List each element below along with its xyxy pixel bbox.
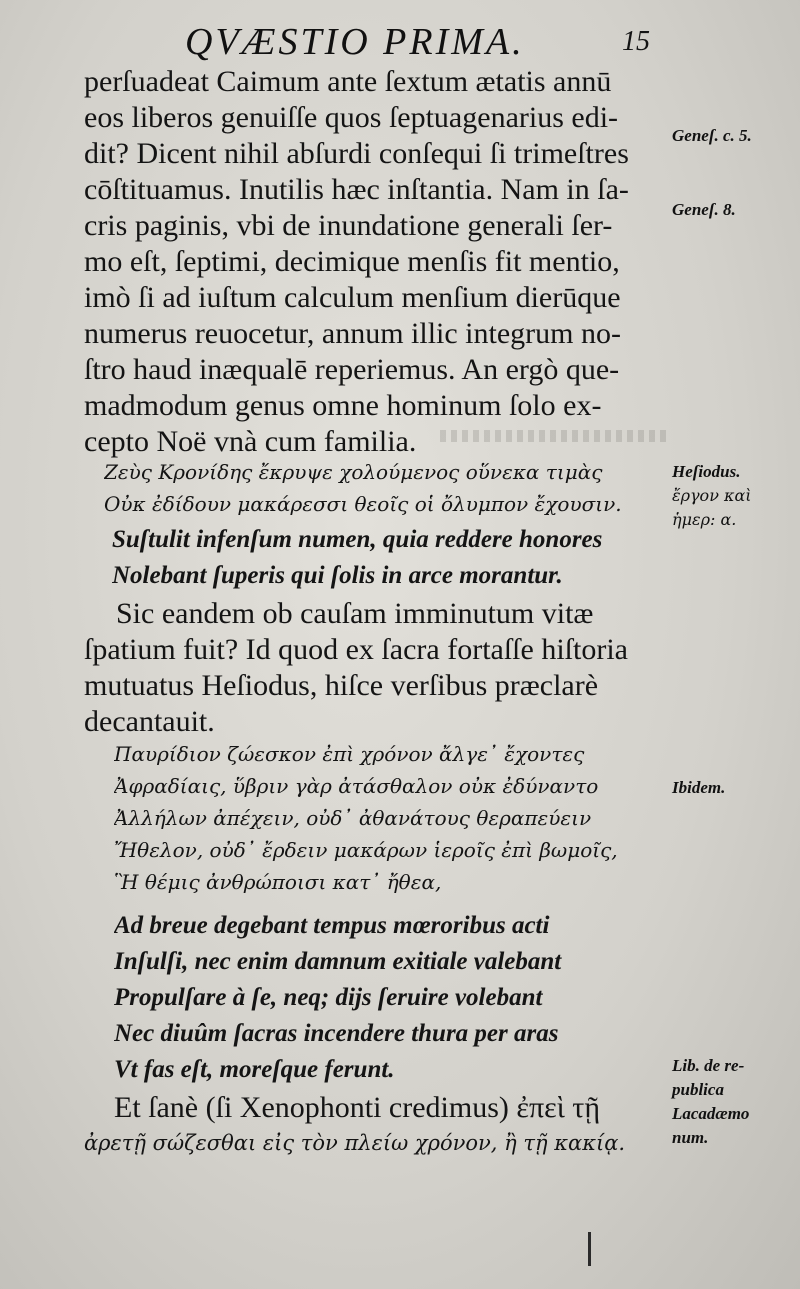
text-line: Et ſanè (ſi Xenophonti credimus) ἐπεὶ τῇ <box>114 1091 601 1124</box>
greek-quote-1 <box>104 456 664 520</box>
greek-line: Ζεὺς Κρονίδης ἔκρυψε χολούμενος οὕνεκα τιμὰς <box>104 460 603 484</box>
text-line: perſuadeat Caimum ante ſextum ætatis annū <box>84 65 612 98</box>
greek-line: Ἀλλήλων ἀπέχειν, οὐδ᾽ ἀθανάτους θεραπεύειν <box>114 806 592 830</box>
verse-line: Nec diuûm ſacras incendere thura per aras <box>114 1020 559 1047</box>
greek-line: Οὐκ ἐδίδουν μακάρεσσι θεοῖς οἱ ὄλυμπον ἔχουσιν. <box>104 492 622 516</box>
greek-line: Ἀφραδίαις, ὕβριν γὰρ ἀτάσθαλον οὐκ ἐδύναντο <box>114 774 599 798</box>
verse-line: Propulſare à ſe, neq; dijs ſeruire volebant <box>114 984 543 1011</box>
margin-line: num. <box>672 1128 709 1147</box>
margin-line: Lacadæmo <box>672 1104 750 1123</box>
margin-note-hesiod <box>672 460 792 532</box>
paragraph-2 <box>84 596 664 740</box>
text-line: cris paginis, vbi de inundatione generali ſer- <box>84 209 613 242</box>
text-line: mo eſt, ſeptimi, decimique menſis fit mentio, <box>84 245 620 278</box>
text-line: cōſtituamus. Inutilis hæc inſtantia. Nam in ſa- <box>84 173 629 206</box>
running-header: QVÆSTIO PRIMA. <box>185 21 525 63</box>
verse-line: Nolebant ſuperis qui ſolis in arce morantur. <box>112 562 563 589</box>
margin-note-xenophon <box>672 1054 792 1150</box>
text-line: eos liberos genuiſſe quos ſeptuagenarius edi- <box>84 101 619 134</box>
text-line: madmodum genus omne hominum ſolo ex- <box>84 389 602 422</box>
margin-line: publica <box>672 1080 724 1099</box>
margin-line: Heſiodus. <box>672 462 741 481</box>
greek-line: Ἤθελον, οὐδ᾽ ἔρδειν μακάρων ἱεροῖς ἐπὶ βωμοῖς, <box>114 838 618 862</box>
margin-note-genesis-5: Geneſ. c. 5. <box>672 126 752 145</box>
text-line: numerus reuocetur, annum illic integrum no- <box>84 317 621 350</box>
verse-line: Inſulſi, nec enim damnum exitiale valebant <box>114 948 562 975</box>
paragraph-3 <box>84 1090 664 1160</box>
margin-note-genesis-8: Geneſ. 8. <box>672 200 736 219</box>
verse-line: Ad breue degebant tempus mœroribus acti <box>114 912 550 939</box>
ink-mark <box>588 1232 591 1266</box>
margin-line: ἡμερ: α. <box>672 510 737 529</box>
verse-line: Vt fas eſt, moreſque ferunt. <box>114 1056 395 1083</box>
text-line: decantauit. <box>84 705 215 738</box>
text-line: ſtro haud inæqualē reperiemus. An ergò que- <box>84 353 620 386</box>
text-line: Sic eandem ob cauſam imminutum vitæ <box>116 597 594 630</box>
text-line: mutuatus Heſiodus, hiſce verſibus præclarè <box>84 669 599 702</box>
text-line: ſpatium fuit? Id quod ex ſacra fortaſſe hiſtoria <box>84 633 628 666</box>
margin-note-ibidem: Ibidem. <box>672 778 726 797</box>
margin-line: ἔργον καὶ <box>672 486 752 505</box>
margin-line: Lib. de re- <box>672 1056 745 1075</box>
greek-line: Ἣ θέμις ἀνθρώποισι κατ᾽ ἤθεα, <box>114 870 442 894</box>
greek-line: Παυρίδιον ζώεσκον ἐπὶ χρόνον ἄλγε᾽ ἔχοντες <box>114 742 585 766</box>
latin-verse-1 <box>112 522 664 594</box>
paragraph-1 <box>84 64 664 460</box>
verse-line: Suſtulit infenſum numen, quia reddere honores <box>112 526 603 553</box>
greek-line: ἀρετῇ σώζεσθαι εἰς τὸν πλείω χρόνον, ἢ τῇ κακίᾳ. <box>84 1131 626 1155</box>
show-through-smudge <box>440 430 670 442</box>
latin-verse-2 <box>114 908 664 1088</box>
page-number: 15 <box>622 26 650 57</box>
text-line: cepto Noë vnà cum familia. <box>84 425 417 458</box>
text-line: imò ſi ad iuſtum calculum menſium dierūque <box>84 281 621 314</box>
text-line: dit? Dicent nihil abſurdi conſequi ſi trimeſtres <box>84 137 629 170</box>
greek-quote-2 <box>114 738 664 898</box>
